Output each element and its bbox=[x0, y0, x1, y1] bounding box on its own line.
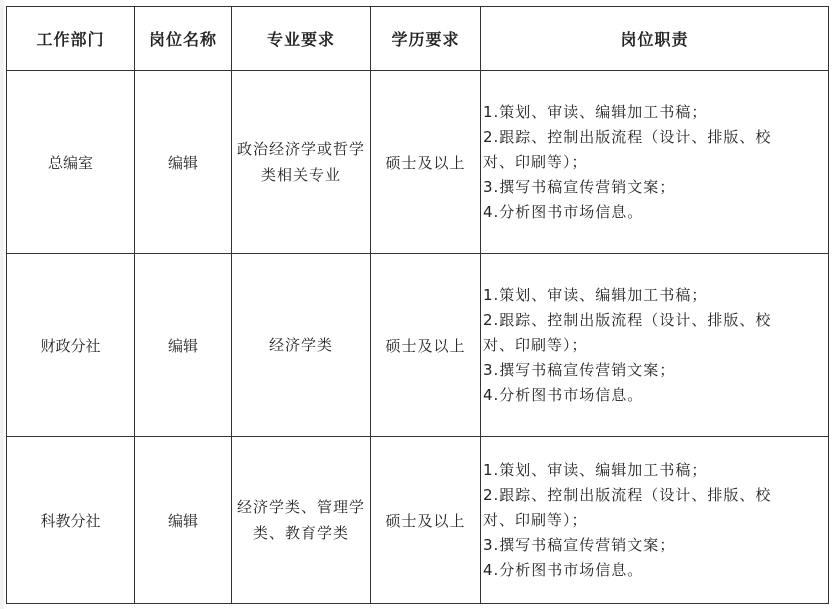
education-cell: 硕士及以上 bbox=[371, 71, 481, 254]
position-cell: 编辑 bbox=[135, 437, 232, 604]
major-cell: 经济学类 bbox=[232, 254, 371, 437]
page-margin bbox=[0, 0, 4, 609]
header-duties: 岗位职责 bbox=[481, 7, 829, 71]
table-row bbox=[7, 437, 829, 604]
duty-line: 4.分析图书市场信息。 bbox=[483, 385, 644, 404]
major-cell: 政治经济学或哲学类相关专业 bbox=[232, 71, 371, 254]
duty-line: 2.跟踪、控制出版流程（设计、排版、校 bbox=[483, 127, 772, 146]
major-cell: 经济学类、管理学类、教育学类 bbox=[232, 437, 371, 604]
duties-cell bbox=[481, 71, 829, 254]
duties-cell bbox=[481, 437, 829, 604]
header-position: 岗位名称 bbox=[135, 7, 232, 71]
header-major: 专业要求 bbox=[232, 7, 371, 71]
duty-line: 4.分析图书市场信息。 bbox=[483, 202, 644, 221]
duty-line: 4.分析图书市场信息。 bbox=[483, 560, 644, 579]
department-cell: 总编室 bbox=[7, 71, 135, 254]
education-cell: 硕士及以上 bbox=[371, 437, 481, 604]
education-cell: 硕士及以上 bbox=[371, 254, 481, 437]
department-cell: 科教分社 bbox=[7, 437, 135, 604]
job-requirements-table bbox=[6, 6, 829, 604]
table-row bbox=[7, 254, 829, 437]
header-education: 学历要求 bbox=[371, 7, 481, 71]
duty-line: 对、印刷等）； bbox=[483, 510, 588, 529]
duty-line: 对、印刷等）； bbox=[483, 335, 588, 354]
duty-line: 1.策划、审读、编辑加工书稿； bbox=[483, 285, 708, 304]
duty-line: 3.撰写书稿宣传营销文案； bbox=[483, 535, 676, 554]
position-cell: 编辑 bbox=[135, 254, 232, 437]
duty-line: 2.跟踪、控制出版流程（设计、排版、校 bbox=[483, 485, 772, 504]
position-cell: 编辑 bbox=[135, 71, 232, 254]
duty-line: 对、印刷等）； bbox=[483, 152, 588, 171]
duty-line: 1.策划、审读、编辑加工书稿； bbox=[483, 460, 708, 479]
department-cell: 财政分社 bbox=[7, 254, 135, 437]
duty-line: 2.跟踪、控制出版流程（设计、排版、校 bbox=[483, 310, 772, 329]
duties-cell bbox=[481, 254, 829, 437]
table-header-row bbox=[7, 7, 829, 71]
table-row bbox=[7, 71, 829, 254]
duty-line: 3.撰写书稿宣传营销文案； bbox=[483, 360, 676, 379]
duty-line: 3.撰写书稿宣传营销文案； bbox=[483, 177, 676, 196]
duty-line: 1.策划、审读、编辑加工书稿； bbox=[483, 102, 708, 121]
header-department: 工作部门 bbox=[7, 7, 135, 71]
